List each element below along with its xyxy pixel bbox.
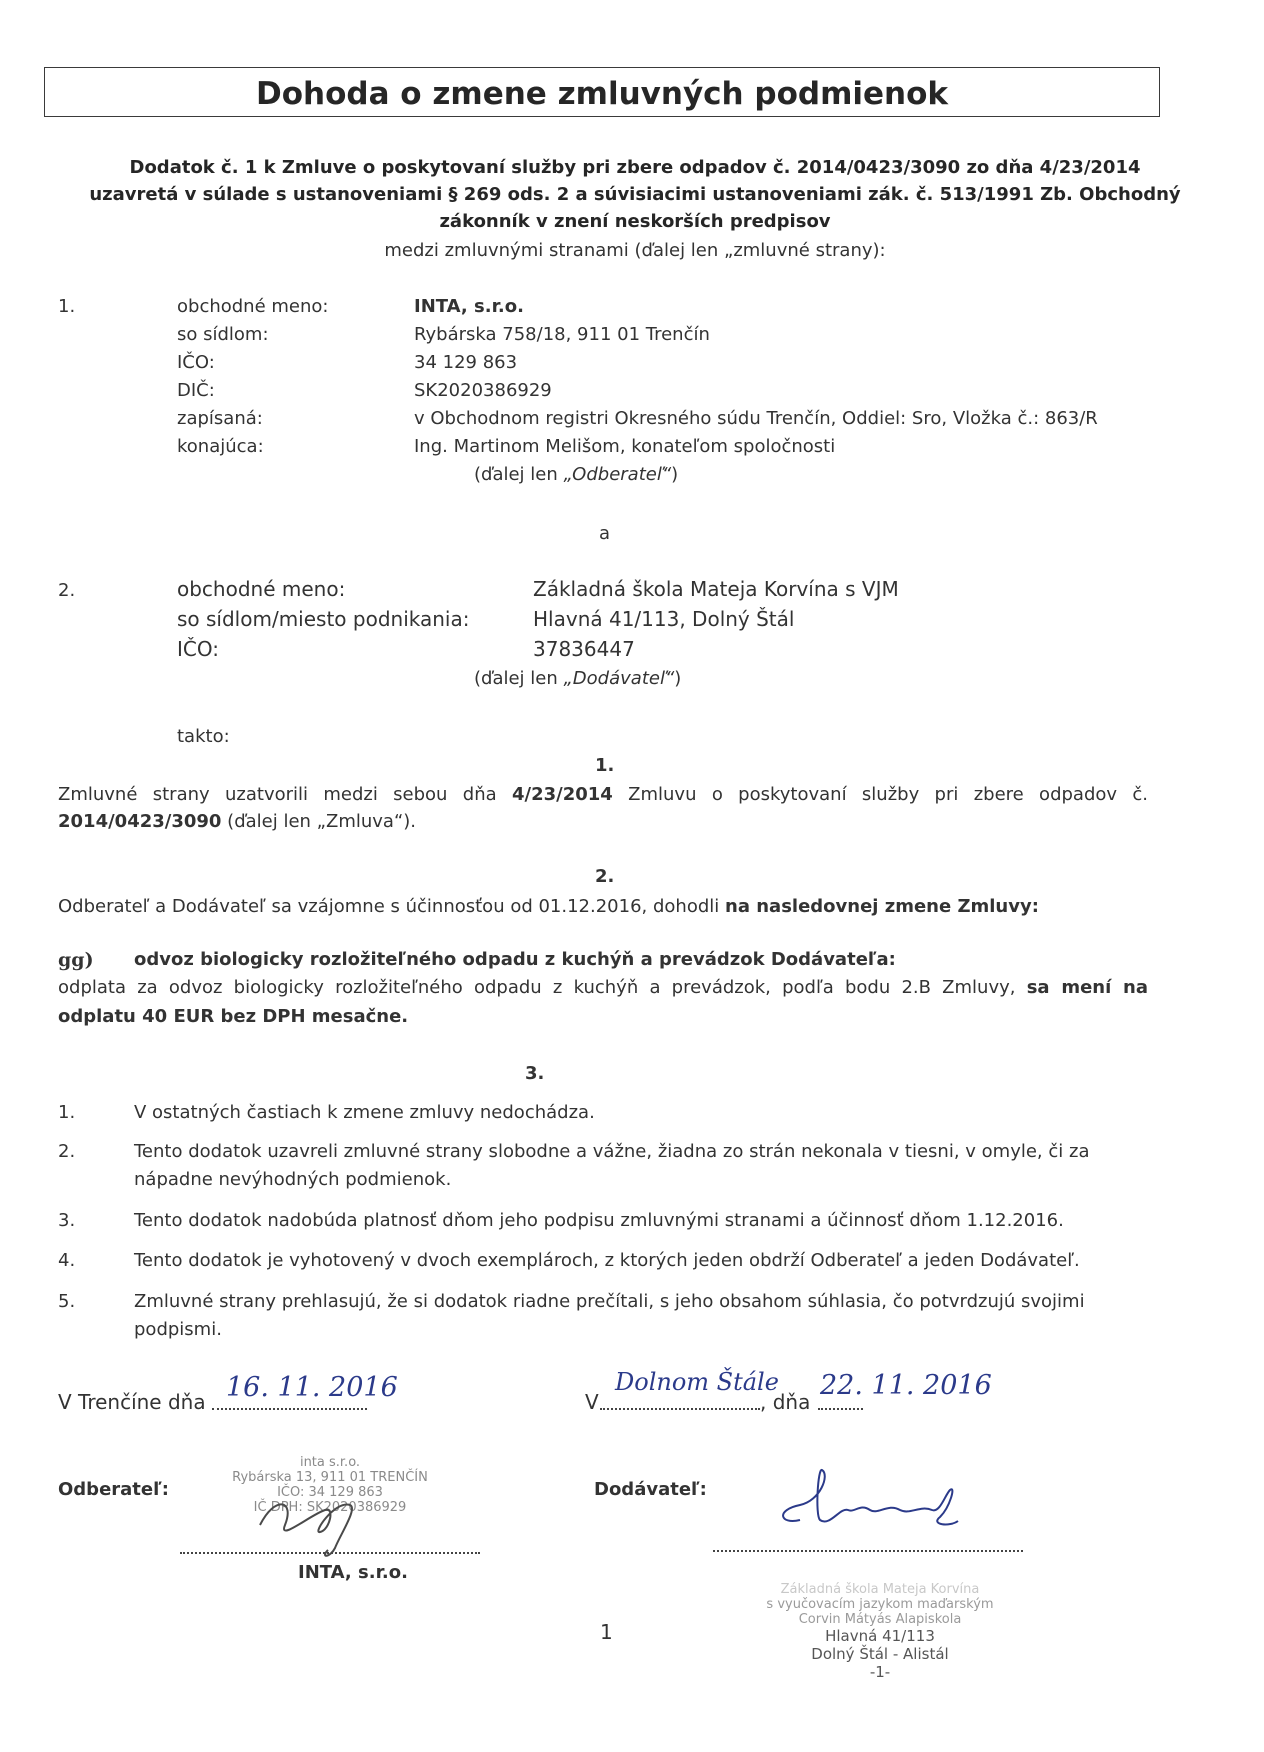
header-line-4: medzi zmluvnými stranami (ďalej len „zmluvné strany):: [384, 240, 886, 261]
right-signature-scribble: [760, 1465, 980, 1545]
party1-value: INTA, s.r.o.: [414, 296, 524, 317]
party1-value: Ing. Martinom Melišom, konateľom spoločnosti: [414, 436, 836, 457]
section1-number: 1.: [595, 755, 615, 776]
party1-label: so sídlom:: [177, 324, 269, 345]
party1-value: SK2020386929: [414, 380, 552, 401]
page-number: 1: [600, 1620, 613, 1644]
party2-value: 37836447: [533, 637, 635, 661]
section1-line1: Zmluvné strany uzatvorili medzi sebou dňa 4/23/2014 Zmluvu o poskytovaní služby pri zbere odpadov č.: [58, 784, 1148, 805]
section3-number: 3.: [525, 1063, 545, 1084]
party2-value: Hlavná 41/113, Dolný Štál: [533, 607, 795, 631]
header-line-2: uzavretá v súlade s ustanoveniami § 269 ods. 2 a súvisiacimi ustanoveniami zák. č. 513/1991 Zb. Obchodný: [89, 184, 1181, 205]
list-item-number: 2.: [58, 1141, 76, 1162]
list-item-number: 4.: [58, 1250, 76, 1271]
list-item-number: 1.: [58, 1102, 76, 1123]
right-place-handwritten: Dolnom Štále: [615, 1368, 779, 1396]
header-line-1: Dodatok č. 1 k Zmluve o poskytovaní služby pri zbere odpadov č. 2014/0423/3090 zo dňa 4/23/2014: [129, 157, 1141, 178]
party2-label: IČO:: [177, 637, 219, 661]
right-signature-line: [713, 1550, 1023, 1552]
right-signature-label: Dodávateľ:: [594, 1479, 707, 1500]
left-date-handwritten: 16. 11. 2016: [226, 1372, 398, 1403]
left-signature-name: INTA, s.r.o.: [298, 1562, 408, 1583]
party2-number: 2.: [58, 580, 76, 601]
list-item-text-cont: podpismi.: [134, 1319, 222, 1340]
party1-number: 1.: [58, 296, 76, 317]
party1-label: DIČ:: [177, 380, 215, 401]
party1-alias: (ďalej len „Odberateľ“): [474, 464, 679, 485]
left-signature-scribble: [240, 1480, 390, 1560]
right-date-line: [818, 1408, 863, 1410]
party1-label: IČO:: [177, 352, 215, 373]
section2-item-code: gg): [58, 949, 94, 971]
list-item-text: Tento dodatok uzavreli zmluvné strany slobodne a vážne, žiadna zo strán nekonala v tiesni, v omyle, či za: [134, 1141, 1090, 1162]
party1-value: Rybárska 758/18, 911 01 Trenčín: [414, 324, 710, 345]
section1-line2: 2014/0423/3090 (ďalej len „Zmluva“).: [58, 811, 417, 832]
left-signature-line: [180, 1552, 480, 1554]
party2-value: Základná škola Mateja Korvína s VJM: [533, 577, 899, 601]
takto-text: takto:: [177, 726, 230, 747]
party1-value: 34 129 863: [414, 352, 518, 373]
left-signature-label: Odberateľ:: [58, 1479, 169, 1500]
party2-label: so sídlom/miesto podnikania:: [177, 607, 470, 631]
right-date-prefix: , dňa: [760, 1390, 811, 1414]
section2-item-line2: odplatu 40 EUR bez DPH mesačne.: [58, 1006, 409, 1027]
list-item-text: Zmluvné strany prehlasujú, že si dodatok riadne prečítali, s jeho obsahom súhlasia, čo potvrdzujú svojimi: [134, 1291, 1085, 1312]
party2-alias: (ďalej len „Dodávateľ“): [474, 668, 682, 689]
list-item-text-cont: nápadne nevýhodných podmienok.: [134, 1169, 452, 1190]
and-text: a: [599, 523, 611, 544]
section2-item-title: odvoz biologicky rozložiteľného odpadu z kuchýň a prevádzok Dodávateľa:: [134, 949, 896, 970]
right-school-stamp: Základná škola Mateja Korvína s vyučovacím jazykom maďarským Corvin Mátyás Alapiskola Hlavná 41/113 Dolný Štál - Alistál -1-: [766, 1582, 994, 1681]
left-place-label: V Trenčíne dňa: [58, 1390, 206, 1414]
party1-label: obchodné meno:: [177, 296, 329, 317]
section2-number: 2.: [595, 866, 615, 887]
right-place-line: [600, 1408, 760, 1410]
right-date-handwritten: 22. 11. 2016: [820, 1370, 992, 1401]
party1-label: konajúca:: [177, 436, 264, 457]
list-item-text: Tento dodatok nadobúda platnosť dňom jeho podpisu zmluvnými stranami a účinnosť dňom 1.12.2016.: [134, 1210, 1064, 1231]
section2-intro: Odberateľ a Dodávateľ sa vzájomne s účinnosťou od 01.12.2016, dohodli na nasledovnej zmene Zmluvy:: [58, 896, 1039, 917]
party1-value: v Obchodnom registri Okresného súdu Trenčín, Oddiel: Sro, Vložka č.: 863/R: [414, 408, 1098, 429]
right-place-prefix: V: [585, 1390, 599, 1414]
party2-label: obchodné meno:: [177, 577, 346, 601]
left-date-line: [212, 1408, 367, 1410]
party1-label: zapísaná:: [177, 408, 263, 429]
section2-item-line1: odplata za odvoz biologicky rozložiteľného odpadu z kuchýň a prevádzok, podľa bodu 2.B Zmluvy, sa mení na: [58, 977, 1148, 998]
list-item-text: Tento dodatok je vyhotovený v dvoch exemplároch, z ktorých jeden obdrží Odberateľ a jeden Dodávateľ.: [134, 1250, 1080, 1271]
list-item-text: V ostatných častiach k zmene zmluvy nedochádza.: [134, 1102, 595, 1123]
header-line-3: zákonník v znení neskorších predpisov: [439, 211, 831, 232]
left-company-stamp: inta s.r.o. Rybárska 13, 911 01 TRENČÍN IČO: 34 129 863 IČ DPH: SK2020386929: [232, 1455, 428, 1515]
list-item-number: 3.: [58, 1210, 76, 1231]
document-title: Dohoda o zmene zmluvných podmienok: [255, 76, 949, 112]
list-item-number: 5.: [58, 1291, 76, 1312]
